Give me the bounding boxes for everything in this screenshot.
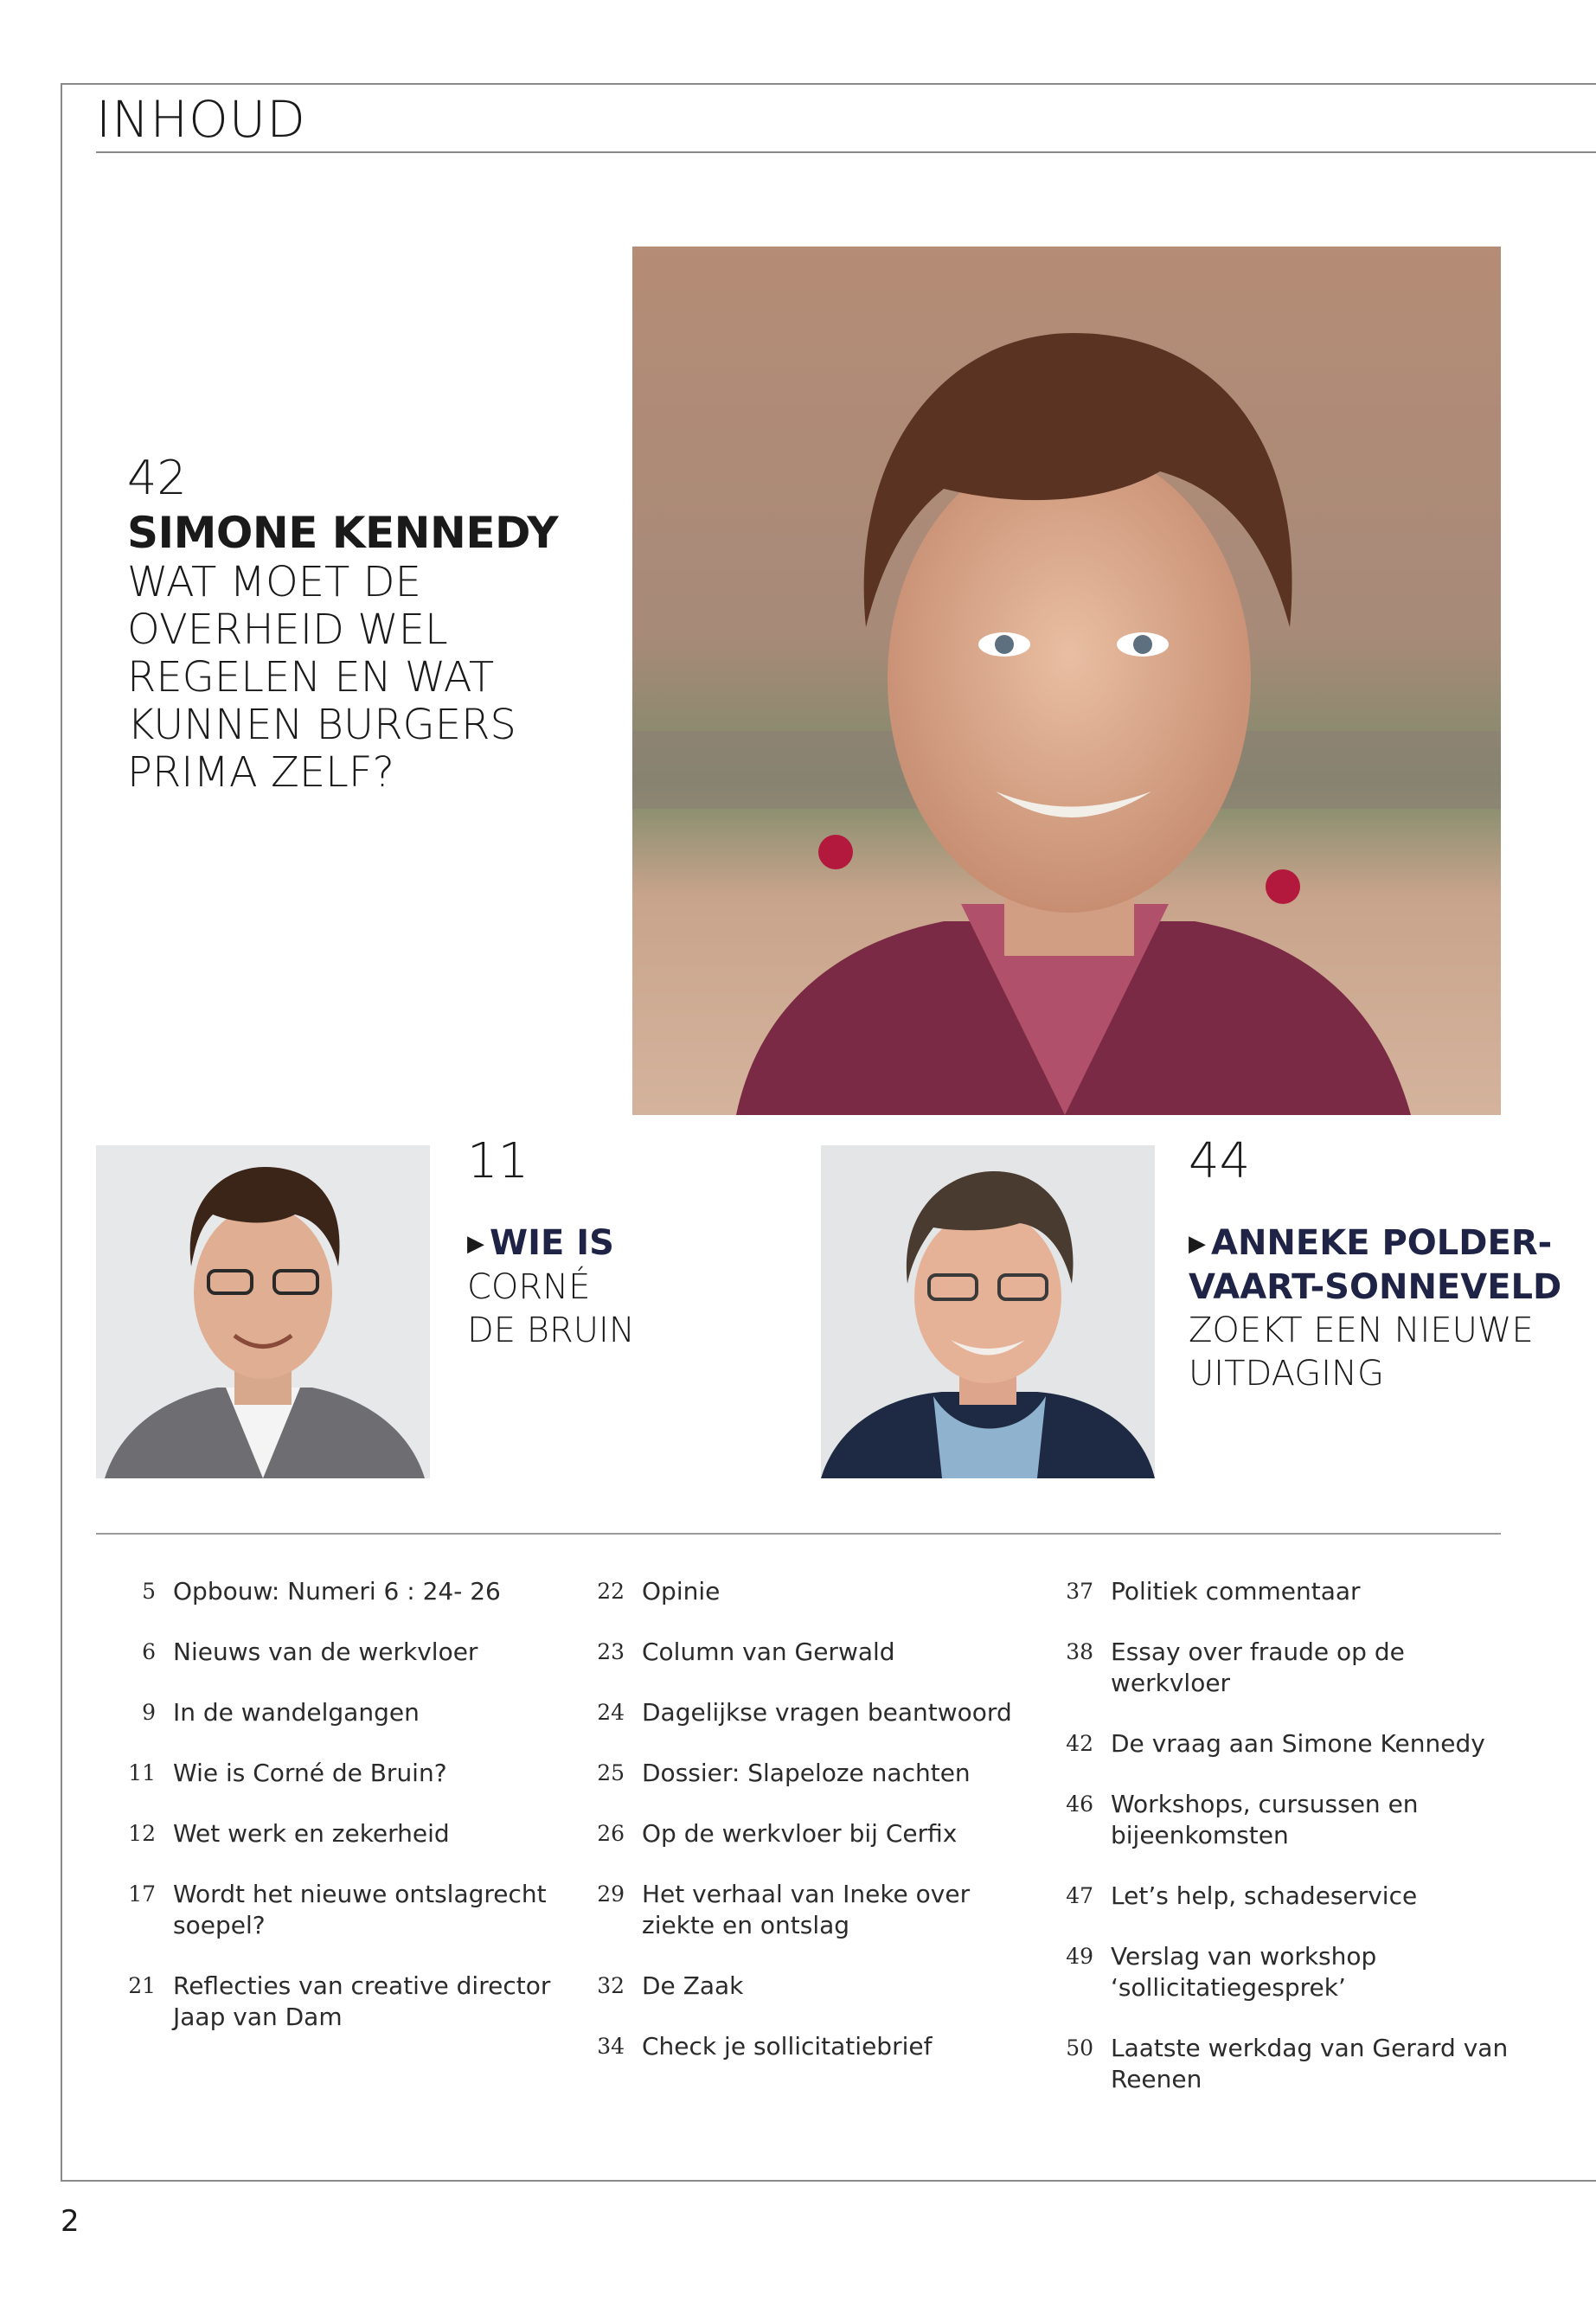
main-feature-photo (632, 247, 1501, 1115)
toc-page-number: 6 (142, 1639, 156, 1664)
toc-page-number: 37 (1066, 1579, 1093, 1604)
page-frame-left (61, 83, 62, 2182)
toc-title: De vraag aan Simone Kennedy (1111, 1729, 1485, 1758)
toc-page-number: 32 (597, 1973, 625, 1998)
toc-title: Nieuws van de werkvloer (173, 1638, 478, 1666)
toc-divider (96, 1533, 1501, 1535)
toc-item[interactable] (573, 1818, 1022, 1849)
page-frame-bottom (61, 2180, 1596, 2182)
toc-page-number: 34 (597, 2034, 625, 2059)
toc-page-number: 17 (128, 1881, 156, 1907)
toc-page-number: 24 (597, 1700, 625, 1725)
toc-column (573, 1576, 1022, 2092)
toc-item[interactable] (104, 1697, 571, 1728)
toc-title: Check je sollicitatiebrief (642, 2032, 933, 2061)
feature-corne-headline: WIE IS (490, 1223, 614, 1263)
toc-title: Wie is Corné de Bruin? (173, 1759, 447, 1787)
toc-page-number: 49 (1066, 1944, 1093, 1969)
toc-title: Verslag van workshop ‘sollicitatiegesprek’ (1111, 1942, 1377, 2002)
toc-title: Dossier: Slapeloze nachten (642, 1759, 971, 1787)
toc-title: Let’s help, schadeservice (1111, 1881, 1418, 1910)
feature-photo-corne (96, 1145, 430, 1478)
feature-corne-line: CORNÉ (467, 1267, 591, 1307)
toc-title: Dagelijkse vragen beantwoord (642, 1698, 1012, 1727)
toc-page-number: 11 (128, 1760, 156, 1785)
toc-title: Laatste werkdag van Gerard van Reenen (1111, 2034, 1509, 2093)
feature-anneke-line: ZOEKT EEN NIEUWE (1189, 1311, 1534, 1350)
toc-page-number: 46 (1066, 1791, 1093, 1817)
toc-page-number: 26 (597, 1821, 625, 1846)
feature-corne-line: DE BRUIN (467, 1311, 635, 1350)
page-number: 2 (61, 2204, 80, 2239)
toc-page-number: 29 (597, 1881, 625, 1907)
toc-title: De Zaak (642, 1971, 744, 2000)
toc-page-number: 47 (1066, 1883, 1093, 1908)
toc-page-number: 12 (128, 1821, 156, 1846)
feature-corne-page-number: 11 (467, 1133, 529, 1189)
toc-title: Wet werk en zekerheid (173, 1819, 450, 1848)
toc-title: Opinie (642, 1577, 721, 1606)
toc-page-number: 42 (1066, 1731, 1093, 1756)
toc-title: Essay over fraude op de werkvloer (1111, 1638, 1405, 1697)
main-feature-line: OVERHEID WEL (127, 606, 448, 654)
main-feature-line: PRIMA ZELF? (127, 748, 394, 797)
toc-title: Workshops, cursussen en bijeenkomsten (1111, 1790, 1419, 1849)
toc-page-number: 9 (142, 1700, 156, 1725)
toc-title: Column van Gerwald (642, 1638, 895, 1666)
arrow-icon: ▶ (1189, 1231, 1206, 1257)
main-feature (127, 450, 612, 797)
toc-title: Politiek commentaar (1111, 1577, 1361, 1606)
toc-item[interactable] (104, 1758, 571, 1789)
toc-item[interactable] (1042, 1881, 1526, 1912)
main-feature-line: KUNNEN BURGERS (127, 701, 516, 749)
feature-anneke-page-number: 44 (1189, 1133, 1251, 1189)
toc-item[interactable] (1042, 1728, 1526, 1759)
toc-page-number: 23 (597, 1639, 625, 1664)
feature-anneke-headline: VAART-SONNEVELD (1189, 1267, 1562, 1307)
feature-anneke-headline: ANNEKE POLDER- (1211, 1223, 1553, 1263)
toc-item[interactable] (104, 1879, 571, 1941)
toc-item[interactable] (104, 1971, 571, 2033)
toc-page-number: 22 (597, 1579, 625, 1604)
toc-item[interactable] (1042, 1941, 1526, 2003)
toc-page-number: 21 (128, 1973, 156, 1998)
toc-page-number: 38 (1066, 1639, 1093, 1664)
toc-page-number: 50 (1066, 2035, 1093, 2061)
toc-item[interactable] (573, 1576, 1022, 1607)
toc-item[interactable] (573, 1879, 1022, 1941)
arrow-icon: ▶ (467, 1231, 484, 1257)
toc-page-number: 5 (142, 1579, 156, 1604)
toc-title: Reflecties van creative director Jaap van Dam (173, 1971, 551, 2031)
toc-item[interactable] (1042, 1789, 1526, 1851)
page-frame-top (61, 83, 1596, 85)
main-feature-name: SIMONE KENNEDY (127, 508, 559, 558)
feature-photo-anneke (821, 1145, 1155, 1478)
toc-item[interactable] (573, 2031, 1022, 2062)
toc-title: Opbouw: Numeri 6 : 24- 26 (173, 1577, 501, 1606)
toc-column (104, 1576, 571, 2062)
toc-item[interactable] (104, 1576, 571, 1607)
page-title: INHOUD (96, 90, 306, 149)
toc-item[interactable] (573, 1758, 1022, 1789)
main-feature-line: REGELEN EN WAT (127, 653, 495, 702)
toc-item[interactable] (1042, 1576, 1526, 1607)
toc-title: In de wandelgangen (173, 1698, 420, 1727)
main-feature-line: WAT MOET DE (127, 558, 421, 606)
toc-title: Het verhaal van Ineke over ziekte en ontslag (642, 1880, 971, 1939)
toc-item[interactable] (104, 1818, 571, 1849)
feature-corne (467, 1133, 779, 1352)
toc-item[interactable] (573, 1697, 1022, 1728)
toc-title: Op de werkvloer bij Cerfix (642, 1819, 958, 1848)
feature-anneke-line: UITDAGING (1189, 1354, 1384, 1394)
title-divider (96, 151, 1596, 153)
toc-page-number: 25 (597, 1760, 625, 1785)
toc-item[interactable] (1042, 2033, 1526, 2095)
feature-anneke (1189, 1133, 1586, 1395)
toc-column (1042, 1576, 1526, 2125)
toc-item[interactable] (573, 1637, 1022, 1668)
main-feature-page-number: 42 (127, 451, 187, 505)
toc-item[interactable] (104, 1637, 571, 1668)
toc-item[interactable] (1042, 1637, 1526, 1699)
toc-title: Wordt het nieuwe ontslagrecht soepel? (173, 1880, 547, 1939)
toc-item[interactable] (573, 1971, 1022, 2002)
